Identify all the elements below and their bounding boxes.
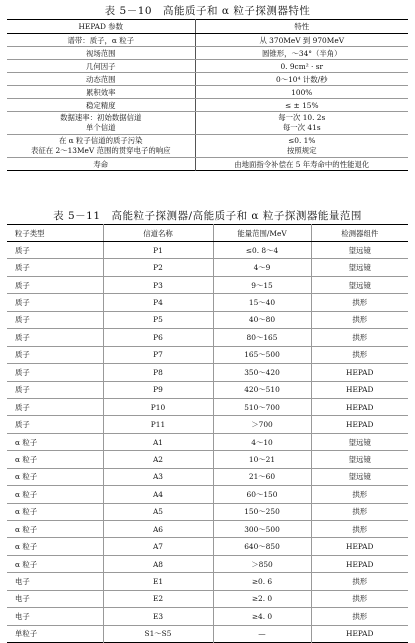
- cell-param: 视场范围: [7, 47, 195, 60]
- cell-energy-range: —: [213, 625, 311, 642]
- cell-particle-type: α 粒子: [7, 503, 103, 520]
- cell-spec: [195, 112, 408, 135]
- cell-spec: ≤ ± 15%: [195, 99, 408, 112]
- cell-detector-component: HEPAD: [311, 416, 408, 433]
- cell-energy-range: 4～9: [213, 259, 311, 276]
- cell-energy-range: ≥4. 0: [213, 608, 311, 625]
- cell-channel-name: A7: [103, 538, 213, 555]
- table-row: [7, 416, 408, 433]
- cell-detector-component: HEPAD: [311, 398, 408, 415]
- cell-channel-name: P6: [103, 329, 213, 346]
- table-row: [7, 346, 408, 363]
- cell-channel-name: A4: [103, 486, 213, 503]
- cell-channel-name: P1: [103, 242, 213, 259]
- cell-particle-type: 质子: [7, 364, 103, 381]
- table-row: [7, 259, 408, 276]
- cell-channel-name: P10: [103, 398, 213, 415]
- cell-detector-component: HEPAD: [311, 555, 408, 572]
- cell-detector-component: 拱形: [311, 294, 408, 311]
- cell-param-line2: 表征在 2～13MeV 范围的贯穿电子的响应: [30, 146, 171, 155]
- cell-param-line2: 单个信道: [85, 123, 116, 132]
- cell-spec: 0～10⁴ 计数/秒: [195, 73, 408, 86]
- cell-particle-type: 质子: [7, 416, 103, 433]
- table-row: [7, 364, 408, 381]
- cell-particle-type: 电子: [7, 590, 103, 607]
- cell-channel-name: P8: [103, 364, 213, 381]
- cell-param: 寿命: [7, 158, 195, 171]
- cell-particle-type: α 粒子: [7, 521, 103, 538]
- table-row: [7, 381, 408, 398]
- cell-particle-type: α 粒子: [7, 468, 103, 485]
- cell-particle-type: 质子: [7, 242, 103, 259]
- cell-detector-component: 拱形: [311, 329, 408, 346]
- cell-detector-component: 望远镜: [311, 276, 408, 293]
- cell-particle-type: 质子: [7, 346, 103, 363]
- header-particle-type: 粒子类型: [7, 225, 103, 242]
- cell-energy-range: 40～80: [213, 311, 311, 328]
- cell-spec-line1: 每一次 10. 2s: [278, 113, 326, 122]
- cell-particle-type: 质子: [7, 294, 103, 311]
- cell-spec: 0. 9cm² · sr: [195, 60, 408, 73]
- cell-channel-name: E1: [103, 573, 213, 590]
- cell-param-line1: 在 α 粒子信道的质子污染: [58, 136, 143, 145]
- cell-detector-component: 望远镜: [311, 451, 408, 468]
- cell-particle-type: 质子: [7, 311, 103, 328]
- table-row: [7, 329, 408, 346]
- table-row: [7, 468, 408, 485]
- cell-energy-range: ≤0. 8～4: [213, 242, 311, 259]
- header-param: HEPAD 参数: [7, 20, 195, 34]
- cell-energy-range: 420～510: [213, 381, 311, 398]
- table-header-row: [7, 225, 408, 242]
- cell-param: [7, 135, 195, 158]
- cell-energy-range: ≥2. 0: [213, 590, 311, 607]
- cell-channel-name: P9: [103, 381, 213, 398]
- table-row: [7, 60, 408, 73]
- cell-particle-type: α 粒子: [7, 555, 103, 572]
- table-row: [7, 294, 408, 311]
- cell-detector-component: 拱形: [311, 346, 408, 363]
- table-row: [7, 47, 408, 60]
- cell-channel-name: P7: [103, 346, 213, 363]
- table-row: [7, 433, 408, 450]
- table-row: [7, 135, 408, 158]
- cell-particle-type: 质子: [7, 381, 103, 398]
- cell-energy-range: 4～10: [213, 433, 311, 450]
- cell-spec: 由地面指令补偿在 5 年寿命中的性能退化: [234, 159, 370, 169]
- cell-particle-type: α 粒子: [7, 451, 103, 468]
- cell-detector-component: 拱形: [311, 608, 408, 625]
- table-row: [7, 398, 408, 415]
- cell-detector-component: HEPAD: [311, 538, 408, 555]
- table-row: [7, 276, 408, 293]
- table-row: [7, 521, 408, 538]
- cell-detector-component: 拱形: [311, 573, 408, 590]
- cell-channel-name: E3: [103, 608, 213, 625]
- cell-param: 动态范围: [7, 73, 195, 86]
- cell-energy-range: 640～850: [213, 538, 311, 555]
- cell-energy-range: 10～21: [213, 451, 311, 468]
- cell-detector-component: 拱形: [311, 521, 408, 538]
- cell-channel-name: A5: [103, 503, 213, 520]
- table-row: [7, 86, 408, 99]
- cell-detector-component: 拱形: [311, 486, 408, 503]
- cell-detector-component: 望远镜: [311, 242, 408, 259]
- cell-particle-type: 电子: [7, 608, 103, 625]
- table-row: [7, 573, 408, 590]
- cell-particle-type: α 粒子: [7, 538, 103, 555]
- cell-channel-name: A6: [103, 521, 213, 538]
- header-energy-range: 能量范围/MeV: [213, 225, 311, 242]
- cell-particle-type: α 粒子: [7, 433, 103, 450]
- cell-param-line1: 数据速率：初始数据信道: [60, 113, 142, 122]
- cell-channel-name: A2: [103, 451, 213, 468]
- cell-spec: 从 370MeV 到 970MeV: [195, 34, 408, 47]
- cell-particle-type: 质子: [7, 398, 103, 415]
- header-spec: 特性: [195, 20, 408, 34]
- cell-spec-line1: ≤0. 1%: [288, 136, 316, 145]
- cell-energy-range: 21～60: [213, 468, 311, 485]
- cell-param: [7, 112, 195, 135]
- header-channel-name: 信道名称: [103, 225, 213, 242]
- table-row: [7, 625, 408, 642]
- table-row: [7, 34, 408, 47]
- cell-detector-component: HEPAD: [311, 381, 408, 398]
- table-row: [7, 503, 408, 520]
- table-row: [7, 112, 408, 135]
- cell-energy-range: ≥0. 6: [213, 573, 311, 590]
- cell-param: 累积效率: [7, 86, 195, 99]
- cell-channel-name: P3: [103, 276, 213, 293]
- table-row: [7, 538, 408, 555]
- cell-particle-type: 质子: [7, 329, 103, 346]
- cell-particle-type: 质子: [7, 259, 103, 276]
- cell-detector-component: 拱形: [311, 503, 408, 520]
- energy-range-table-body: [7, 242, 408, 643]
- cell-channel-name: A1: [103, 433, 213, 450]
- energy-range-table: [7, 224, 408, 643]
- header-detector-component: 检测器组件: [311, 225, 408, 242]
- table-row: [7, 486, 408, 503]
- cell-spec: 100%: [195, 86, 408, 99]
- cell-spec-line2: 按照规定: [286, 146, 317, 155]
- cell-energy-range: 60～150: [213, 486, 311, 503]
- cell-spec: 圆锥形，～34°（半角）: [195, 47, 408, 60]
- cell-detector-component: HEPAD: [346, 629, 374, 639]
- cell-detector-component: 望远镜: [311, 259, 408, 276]
- cell-energy-range: 15～40: [213, 294, 311, 311]
- table-row: [7, 311, 408, 328]
- hepad-characteristics-table: [7, 19, 408, 171]
- cell-energy-range: 9～15: [213, 276, 311, 293]
- cell-channel-name: E2: [103, 590, 213, 607]
- table-row: [7, 608, 408, 625]
- cell-channel-name: A8: [103, 555, 213, 572]
- cell-spec: [195, 135, 408, 158]
- cell-channel-name: P2: [103, 259, 213, 276]
- table1-caption: 表 5－10 高能质子和 α 粒子探测器特性: [104, 5, 311, 17]
- table2-caption: 表 5－11 高能粒子探测器/高能质子和 α 粒子探测器能量范围: [53, 210, 362, 222]
- cell-channel-name: S1～S5: [103, 625, 213, 642]
- cell-detector-component: 望远镜: [311, 433, 408, 450]
- cell-particle-type: 电子: [7, 573, 103, 590]
- table-row: [7, 451, 408, 468]
- cell-detector-component: 拱形: [311, 590, 408, 607]
- cell-particle-type: 单粒子: [7, 625, 103, 642]
- table-row: [7, 555, 408, 572]
- cell-detector-component: HEPAD: [311, 364, 408, 381]
- table-row: [7, 73, 408, 86]
- cell-param: 稳定精度: [7, 99, 195, 112]
- table-row: [7, 242, 408, 259]
- cell-energy-range: 80～165: [213, 329, 311, 346]
- cell-energy-range: 510～700: [213, 398, 311, 415]
- cell-spec-line2: 每一次 41s: [282, 123, 321, 132]
- cell-energy-range: ＞850: [213, 555, 311, 572]
- cell-energy-range: ＞700: [213, 416, 311, 433]
- cell-channel-name: A3: [103, 468, 213, 485]
- cell-channel-name: P4: [103, 294, 213, 311]
- table-header-row: [7, 20, 408, 34]
- cell-detector-component: 望远镜: [311, 468, 408, 485]
- cell-param: 几何因子: [7, 60, 195, 73]
- table-row: [7, 99, 408, 112]
- cell-particle-type: 质子: [7, 276, 103, 293]
- table-row: [7, 590, 408, 607]
- cell-energy-range: 150～250: [213, 503, 311, 520]
- cell-channel-name: P11: [103, 416, 213, 433]
- cell-particle-type: α 粒子: [7, 486, 103, 503]
- cell-energy-range: 350～420: [213, 364, 311, 381]
- cell-energy-range: 300～500: [213, 521, 311, 538]
- cell-detector-component: 拱形: [311, 311, 408, 328]
- cell-channel-name: P5: [103, 311, 213, 328]
- cell-energy-range: 165～500: [213, 346, 311, 363]
- table-row: [7, 158, 408, 171]
- cell-param: 谱带：质子，α 粒子: [7, 34, 195, 47]
